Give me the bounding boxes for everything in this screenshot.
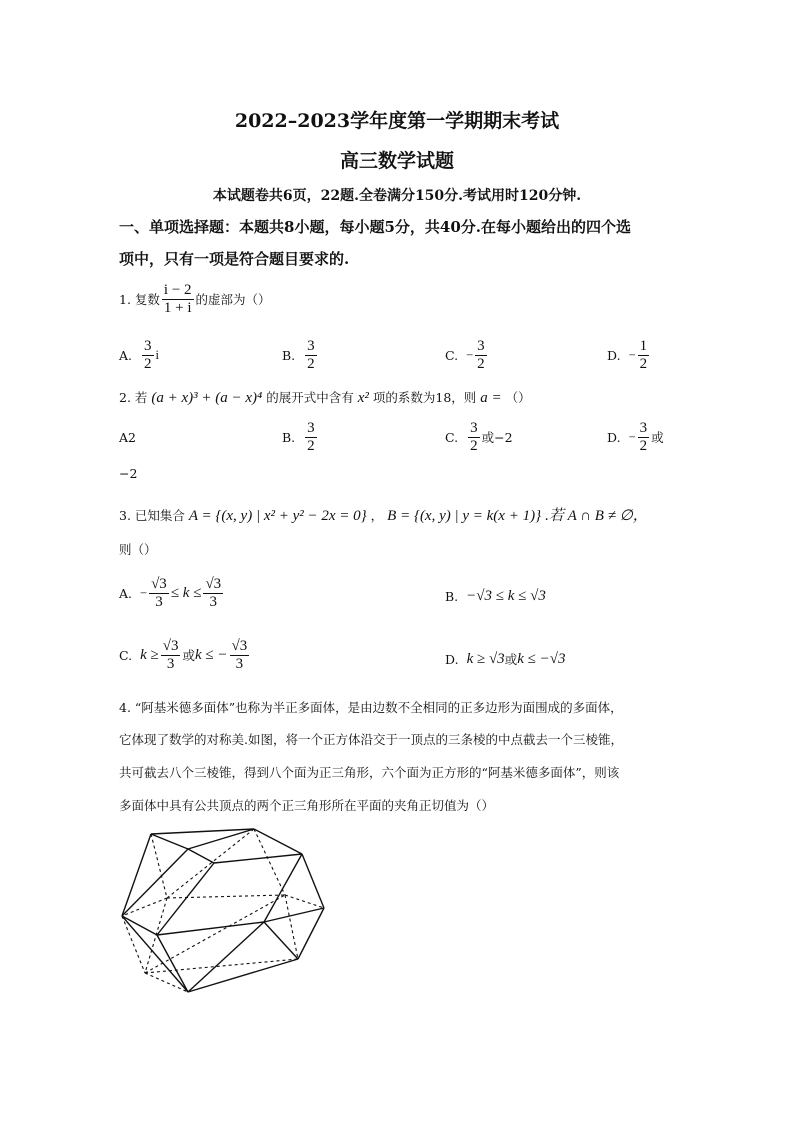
q4-line4: 多面体中具有公共顶点的两个正三角形所在平面的夹角正切值为（） [119,798,495,813]
frac-num: 3 [477,338,485,354]
hidden-edge [145,898,167,973]
option-suffix: i [155,347,159,362]
option-label: A. [119,585,133,601]
q1-num: i − 2 [163,282,192,298]
q2-option-b[interactable] [282,420,319,454]
option-sign: − [628,347,636,362]
edge [151,834,188,849]
option-inequality-2: k ≤ − [194,646,228,663]
hidden-edge [167,829,254,898]
frac-den: 2 [307,355,315,372]
hidden-edge [122,916,145,973]
edge [254,829,302,854]
edge [264,908,324,922]
option-label: D. [445,651,459,667]
q2-option-c[interactable] [445,420,513,454]
q3-comma: ， [370,508,384,523]
option-label: A2 [119,430,136,445]
q2-option-d-wrap: −2 [119,466,138,481]
edge [188,922,264,992]
q3-condition: .若 A ∩ B ≠ ∅， [545,508,648,524]
question-1 [119,282,271,316]
frac-den: 2 [144,355,152,372]
q4-line3: 共可截去八个三棱锥，得到八个面为正三角形，六个面为正方形的“阿基米德多面体”，则该 [119,765,620,780]
q2-var: a = [480,390,502,406]
option-text: k ≥ √3 [466,650,505,667]
option-inequality: ≤ k ≤ [170,584,202,601]
section1-line2: 项中，只有一项是符合题目要求的. [119,250,350,268]
edge [302,854,324,908]
exam-info: 本试题卷共6页，22题.全卷满分150分.考试用时120分钟. [212,188,582,204]
edge [214,854,302,863]
q2-end: （） [505,390,531,405]
q1-option-a[interactable] [119,338,159,372]
frac-den: 2 [639,355,648,372]
option-suffix: 或 [651,430,664,445]
hidden-edge [122,898,167,916]
q4-line1: 4. “阿基米德多面体”也称为半正多面体，是由边数不全相同的正多边形为面围成的多面体， [119,700,623,715]
q3-option-b[interactable] [445,588,546,605]
option-text-2: k ≤ −√3 [517,650,566,667]
frac-num: 3 [307,420,315,436]
frac-den: 2 [470,437,478,454]
cuboctahedron-figure [118,826,338,996]
hidden-edge [151,834,167,898]
frac-num: 3 [639,420,648,436]
frac-num: 3 [144,338,152,354]
q2-suffix: 项的系数为18，则 [372,390,477,405]
option-sign: − [628,429,636,444]
question-2 [119,388,531,407]
option-label: B. [282,347,296,363]
hidden-edge [254,829,285,895]
frac-den: 3 [235,655,244,672]
hidden-edge [145,973,188,992]
frac-num: √3 [151,576,167,592]
frac-num: 1 [639,338,648,354]
q2-mid: 的展开式中含有 [266,390,354,405]
option-inequality: k ≥ [140,646,159,663]
edge [122,916,157,935]
option-or: 或 [504,652,518,667]
option-sign: − [466,347,474,362]
option-text: −√3 ≤ k ≤ √3 [466,588,546,604]
frac-num: 3 [470,420,478,436]
edge [188,849,214,863]
option-label: C. [445,429,459,445]
option-sign: − [140,585,148,600]
q1-den: 1 + i [163,299,192,316]
frac-den: 2 [307,437,315,454]
option-label: A. [119,347,133,363]
q3-option-d[interactable] [445,650,565,668]
q1-option-d[interactable] [607,338,651,372]
hidden-edge [285,895,298,959]
frac-num: √3 [205,576,222,592]
q3-option-a[interactable] [119,576,225,610]
edge [122,834,151,916]
frac-den: 2 [639,437,648,454]
exam-subtitle: 高三数学试题 [339,150,454,172]
frac-num: √3 [231,638,248,654]
option-label: B. [445,589,459,604]
frac-den: 3 [166,655,175,672]
option-label: C. [119,647,133,663]
hidden-edge [167,895,285,898]
q3-then: 则（） [119,542,157,557]
option-suffix: 或−2 [481,430,513,445]
option-label: C. [445,347,459,363]
option-label: D. [607,429,621,445]
q2-term: x² [357,390,369,406]
q1-fraction [162,282,194,316]
section1-line1: 一、单项选择题：本题共8小题，每小题5分，共40分.在每小题给出的四个选 [119,218,631,236]
q1-option-c[interactable] [445,338,489,372]
hidden-edge [285,895,324,908]
frac-num: 3 [307,338,315,354]
frac-den: 2 [477,355,485,372]
q2-option-d[interactable] [607,420,664,454]
q2-prefix: 2. 若 [119,390,148,405]
option-label: B. [282,429,296,445]
frac-den: 3 [155,593,163,610]
edge [264,922,298,959]
frac-num: √3 [162,638,179,654]
edge [298,908,324,959]
q2-expression: (a + x)³ + (a − x)⁴ [151,390,263,406]
q3-prefix: 3. 已知集合 [119,508,185,523]
edge [264,854,302,922]
frac-den: 3 [209,593,218,610]
q1-suffix: 的虚部为（） [195,292,271,307]
q2-option-a[interactable] [119,430,136,445]
option-or: 或 [182,648,195,663]
exam-title: 2022–2023学年度第一学期期末考试 [234,110,560,132]
question-3 [119,504,648,525]
q1-option-b[interactable] [282,338,319,372]
q1-prefix: 1. 复数 [119,292,160,307]
q3-set-b: B = {(x, y) | y = k(x + 1)} [387,508,542,524]
q3-set-a: A = {(x, y) | x² + y² − 2x = 0} [188,508,367,524]
option-label: D. [607,347,621,363]
edge [122,849,188,916]
q3-option-c[interactable] [119,638,251,672]
edge [157,922,264,935]
q4-line2: 它体现了数学的对称美.如图，将一个正方体沿交于一顶点的三条棱的中点截去一个三棱锥， [119,732,623,747]
